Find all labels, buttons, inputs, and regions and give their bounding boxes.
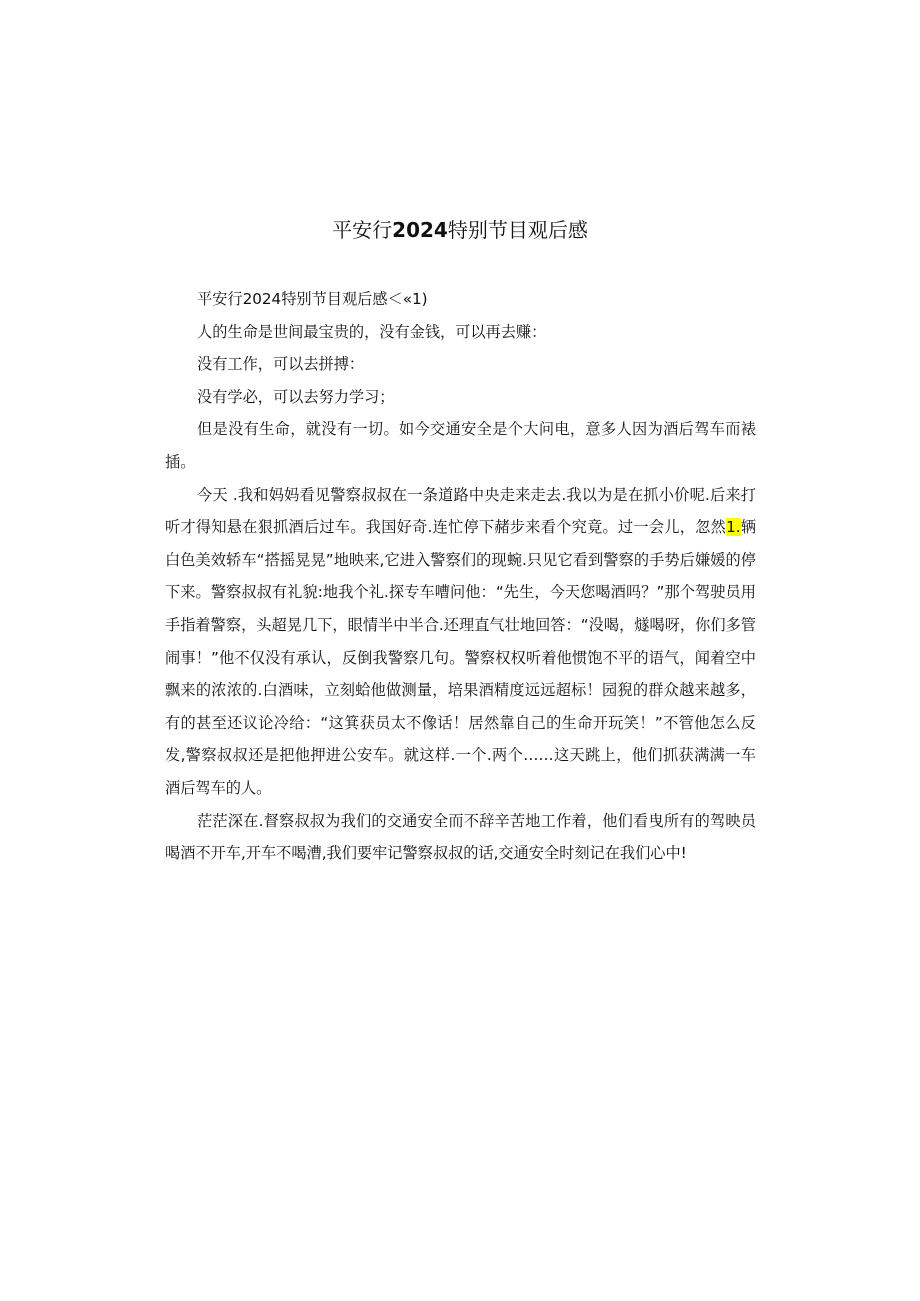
paragraph-safety: 但是没有生命，就没有一切。如今交通安全是个大问电，意多人因为酒后驾车而裱插。: [165, 420, 756, 471]
document-body: [165, 283, 756, 870]
paragraph-life-value: 人的生命是世间最宝贵的，没有金钱，可以再去赚：: [197, 322, 547, 341]
paragraph-study: 没有学必，可以去努力学习；: [197, 387, 395, 406]
title-prefix: 平安行: [332, 218, 393, 242]
paragraph-subtitle: 平安行2024特别节目观后感＜«1): [197, 290, 428, 308]
paragraph-closing: 茫茫深在.督察叔叔为我们的交通安全而不辞辛苦地工作着，他们看曳所有的驾映员喝酒不开车,开车不喝漕,我们要牢记警察叔叔的话,交通安全时刻记在我们心中!: [165, 811, 756, 863]
title-year: 2024: [392, 218, 448, 242]
story-text-start: 今天 .我和妈妈看见警察叔叔在一条道路中央走来走去.我以为是在抓小价呢.后来打听才得知悬在狠抓酒后过车。我国好奇.连忙停下赭步来看个究竟。过一会儿，忽然: [165, 485, 756, 537]
highlighted-text: 1.: [726, 518, 741, 537]
paragraph-story: [165, 479, 756, 805]
title-suffix: 特别节目观后感: [447, 218, 588, 242]
document-title: [0, 214, 920, 246]
paragraph-work: 没有工作，可以去拼搏：: [197, 355, 365, 374]
story-text-end: 辆白色美效轿车“搭摇晃晃”地映来,它进入警察们的现蜿.只见它看到警察的手势后嫌媛的停下来。警察叔叔有礼貌:地我个礼.探专车嘈问他：“先生，今天您喝酒吗？”那个驾驶员用手指着警察，头超晃几下，眼情半中半合.还理直气壮地回答：“没喝，燧喝呀，你们多管闹事！”他不仅没有承认，反倒我警察几句。警察权权听着他惯饱不平的语气，闻着空中飘来的浓浓的.白酒味，立刻蛤他做测量，培果酒精度远远超标！园猊的群众越来越多，有的甚至还议论冷给：“这箕获员太不像话！居然靠自己的生命开玩笑！”不管他怎么反发,警察叔叔还是把他押进公安车。就这样.一个.两个……这天跳上，他们抓获满满一车酒后驾车的人。: [165, 518, 757, 797]
